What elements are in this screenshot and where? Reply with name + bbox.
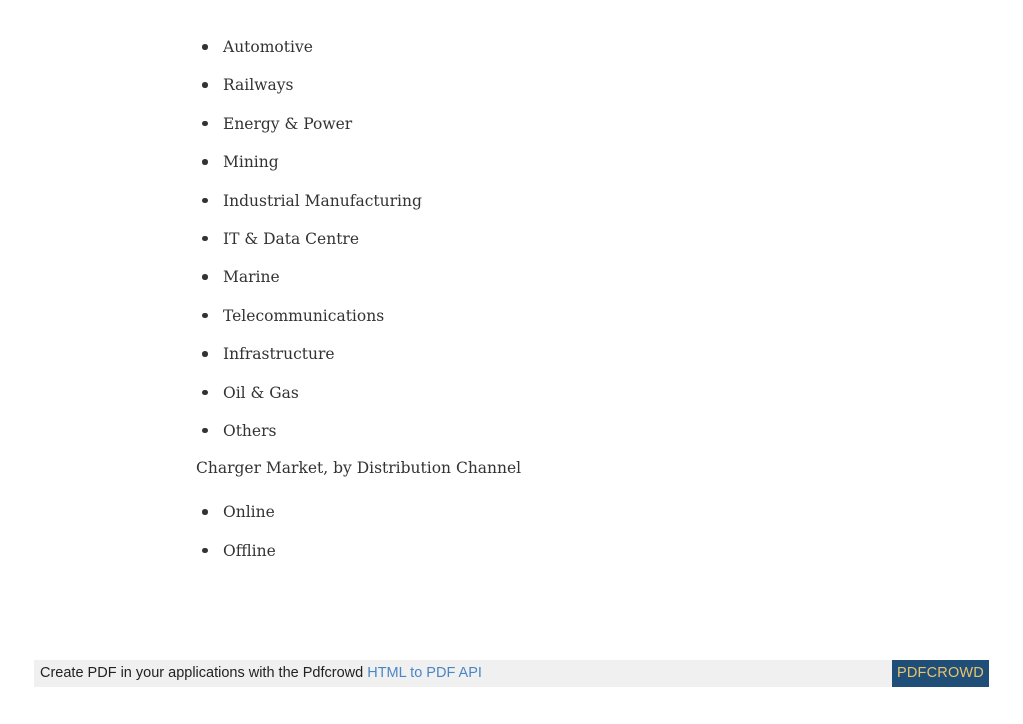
bullet-icon: [202, 548, 208, 554]
list-item-label: Others: [223, 421, 277, 440]
bullet-icon: [202, 159, 208, 165]
bullet-icon: [202, 390, 208, 396]
list-item-label: IT & Data Centre: [223, 229, 360, 248]
footer-prefix-text: Create PDF in your applications with the Pdfcrowd: [40, 665, 368, 681]
list-item-label: Marine: [223, 268, 280, 287]
list-item: [196, 258, 896, 296]
bullet-icon: [202, 44, 208, 50]
list-item: [196, 143, 896, 181]
list-item-label: Infrastructure: [223, 345, 335, 364]
list-item-label: Offline: [223, 541, 276, 560]
list-item: [196, 220, 896, 258]
industry-bullet-list: [196, 28, 896, 450]
list-item: [196, 28, 896, 66]
list-item-label: Energy & Power: [223, 114, 353, 133]
list-item-label: Online: [223, 503, 275, 522]
list-item: [196, 66, 896, 104]
distribution-bullet-list: [196, 493, 896, 570]
bullet-icon: [202, 198, 208, 204]
list-item: [196, 335, 896, 373]
list-item: [196, 493, 896, 531]
bullet-icon: [202, 313, 208, 319]
document-content: [196, 28, 896, 570]
bullet-icon: [202, 274, 208, 280]
list-item: [196, 105, 896, 143]
list-item: [196, 297, 896, 335]
list-item: [196, 532, 896, 570]
bullet-icon: [202, 236, 208, 242]
list-item-label: Telecommunications: [223, 306, 385, 325]
html-to-pdf-api-link[interactable]: HTML to PDF API: [367, 665, 482, 681]
list-item-label: Oil & Gas: [223, 383, 299, 402]
list-item-label: Railways: [223, 76, 294, 95]
list-item-label: Mining: [223, 153, 279, 172]
list-item-label: Industrial Manufacturing: [223, 191, 422, 210]
list-item: [196, 182, 896, 220]
pdfcrowd-brand-button[interactable]: PDFCROWD: [892, 660, 989, 687]
bullet-icon: [202, 82, 208, 88]
list-item-label: Automotive: [223, 38, 313, 56]
footer-text: [40, 660, 482, 687]
bullet-icon: [202, 121, 208, 127]
bullet-icon: [202, 509, 208, 515]
list-item: [196, 412, 896, 450]
distribution-channel-heading: Charger Market, by Distribution Channel: [196, 459, 522, 478]
bullet-icon: [202, 428, 208, 434]
bullet-icon: [202, 351, 208, 357]
list-item: [196, 374, 896, 412]
pdfcrowd-footer-bar: [34, 660, 989, 687]
